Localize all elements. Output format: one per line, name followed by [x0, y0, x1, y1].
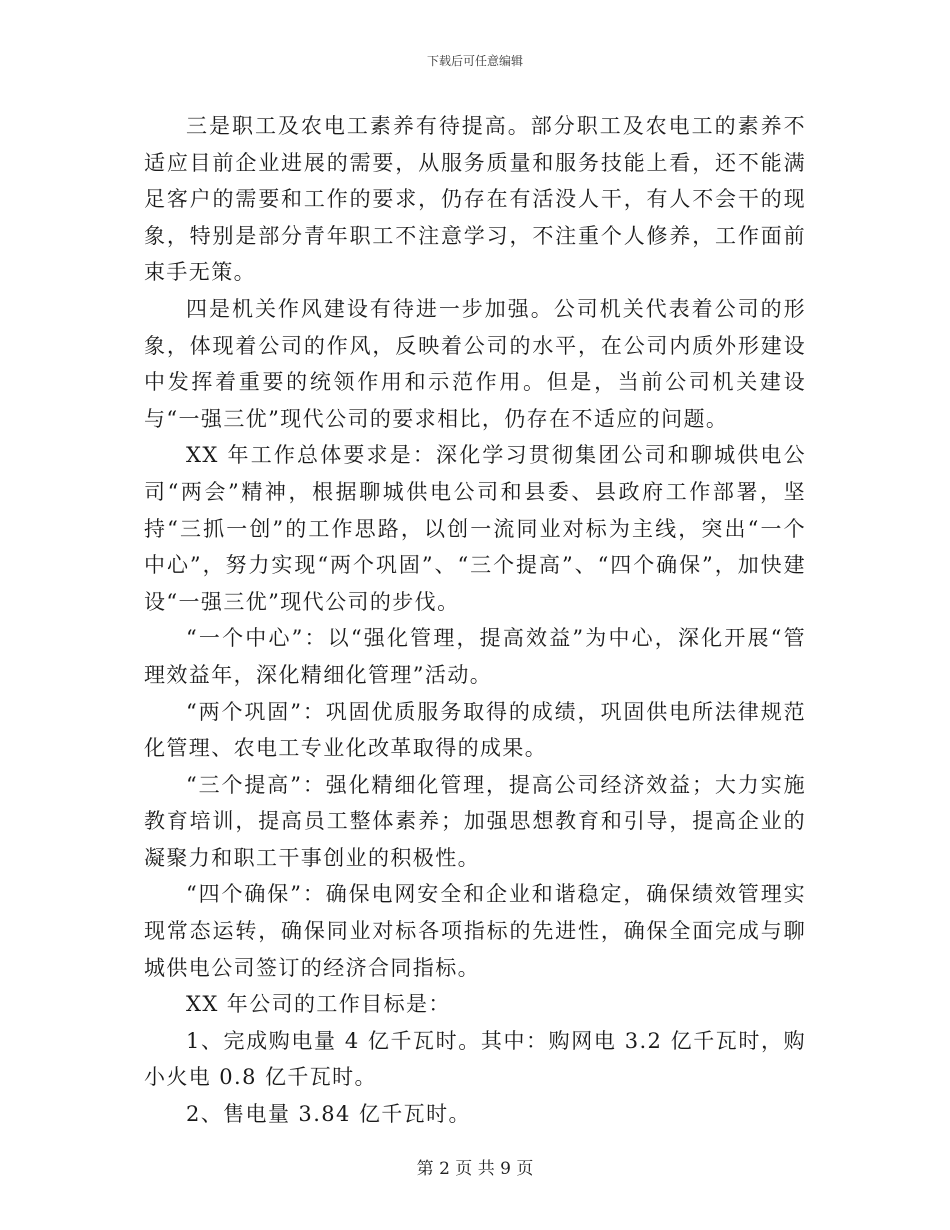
paragraph-goal-1: 1、完成购电量 4 亿千瓦时。其中：购网电 3.2 亿千瓦时，购小火电 0.8 亿千瓦时。: [144, 1028, 806, 1090]
paragraph-goals-intro: XX 年公司的工作目标是：: [186, 992, 451, 1017]
paragraph-overall-requirements: XX 年工作总体要求是：深化学习贯彻集团公司和聊城供电公司“两会”精神，根据聊城供电公司和县委、县政府工作部署，坚持“三抓一创”的工作思路，以创一流同业对标为主线，突出“一个中心”，努力实现“两个巩固”、“三个提高”、“四个确保”，加快建设“一强三优”现代公司的步伐。: [144, 443, 806, 614]
paragraph-four-assurances: “四个确保”：确保电网安全和企业和谐稳定，确保绩效管理实现常态运转，确保同业对标各项指标的先进性，确保全面完成与聊城供电公司签订的经济合同指标。: [144, 882, 806, 980]
paragraph-goal-2: 2、售电量 3.84 亿千瓦时。: [186, 1102, 471, 1127]
paragraph-weakness-4: 四是机关作风建设有待进一步加强。公司机关代表着公司的形象，体现着公司的作风，反映着公司的水平，在公司内质外形建设中发挥着重要的统领作用和示范作用。但是，当前公司机关建设与“一强三优”现代公司的要求相比，仍存在不适应的问题。: [144, 296, 806, 431]
paragraph-two-consolidations: “两个巩固”：巩固优质服务取得的成绩，巩固供电所法律规范化管理、农电工专业化改革取得的成果。: [144, 699, 806, 761]
paragraph-three-improvements: “三个提高”：强化精细化管理，提高公司经济效益；大力实施教育培训，提高员工整体素养；加强思想教育和引导，提高企业的凝聚力和职工干事创业的积极性。: [144, 772, 806, 870]
paragraph-one-center: “一个中心”：以“强化管理，提高效益”为中心，深化开展“管理效益年，深化精细化管理”活动。: [144, 626, 806, 687]
document-body: [144, 108, 806, 1133]
paragraph-weakness-3: 三是职工及农电工素养有待提高。部分职工及农电工的素养不适应目前企业进展的需要，从服务质量和服务技能上看，还不能满足客户的需要和工作的要求，仍存在有活没人干，有人不会干的现象，特别是部分青年职工不注意学习，不注重个人修养，工作面前束手无策。: [144, 114, 806, 285]
page-footer: 第 2 页 共 9 页: [416, 1159, 534, 1179]
page-header: 下载后可任意编辑: [426, 54, 523, 68]
